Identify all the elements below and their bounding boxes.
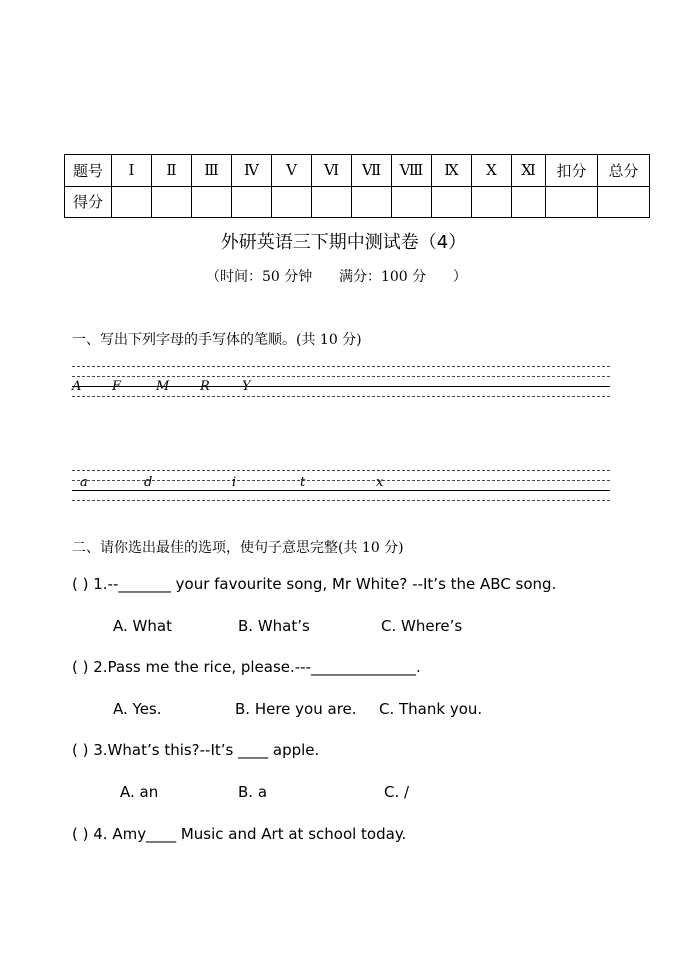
guide-line xyxy=(72,500,610,501)
page-title: 外研英语三下期中测试卷（4） xyxy=(220,232,467,253)
score-cell[interactable] xyxy=(546,186,598,218)
table-cell: Ⅸ xyxy=(432,155,472,187)
base-line xyxy=(72,386,610,387)
table-cell: Ⅵ xyxy=(312,155,352,187)
table-cell: Ⅺ xyxy=(512,155,546,187)
option-c[interactable]: C. Where’s xyxy=(381,617,463,635)
letter: d xyxy=(144,475,153,490)
score-cell[interactable] xyxy=(472,186,512,218)
score-cell[interactable] xyxy=(272,186,312,218)
score-cell[interactable] xyxy=(512,186,546,218)
section-1-heading: 一、写出下列字母的手写体的笔顺。(共 10 分) xyxy=(72,332,362,348)
table-cell: Ⅱ xyxy=(152,155,192,187)
score-table-score-row xyxy=(65,186,650,218)
table-cell: Ⅲ xyxy=(192,155,232,187)
handwriting-lines-uppercase[interactable] xyxy=(72,366,610,396)
table-cell: 题号 xyxy=(65,155,112,187)
table-cell: Ⅰ xyxy=(112,155,152,187)
option-a[interactable]: A. What xyxy=(113,617,172,635)
guide-line xyxy=(72,480,610,481)
table-cell: Ⅷ xyxy=(392,155,432,187)
letter: M xyxy=(156,379,170,394)
exam-info: （时间：50 分钟 满分：100 分 ） xyxy=(206,269,467,285)
table-cell: Ⅹ xyxy=(472,155,512,187)
base-line xyxy=(72,490,610,491)
score-cell[interactable] xyxy=(598,186,650,218)
score-table-header-row xyxy=(65,155,650,187)
letter: F xyxy=(112,379,122,394)
letter: x xyxy=(376,475,384,490)
guide-line xyxy=(72,470,610,471)
option-b[interactable]: B. What’s xyxy=(238,617,310,635)
score-cell[interactable] xyxy=(312,186,352,218)
option-a[interactable]: A. an xyxy=(120,783,159,801)
score-cell[interactable] xyxy=(392,186,432,218)
letter: R xyxy=(200,379,210,394)
score-cell[interactable] xyxy=(432,186,472,218)
option-b[interactable]: B. Here you are. xyxy=(235,700,357,718)
score-cell[interactable] xyxy=(352,186,392,218)
guide-line xyxy=(72,366,610,367)
table-cell: 总分 xyxy=(598,155,650,187)
option-a[interactable]: A. Yes. xyxy=(113,700,162,718)
option-c[interactable]: C. Thank you. xyxy=(379,700,483,718)
table-cell: Ⅶ xyxy=(352,155,392,187)
table-cell: 得分 xyxy=(65,186,112,218)
table-cell: 扣分 xyxy=(546,155,598,187)
score-cell[interactable] xyxy=(152,186,192,218)
score-cell[interactable] xyxy=(232,186,272,218)
table-cell: Ⅳ xyxy=(232,155,272,187)
score-cell[interactable] xyxy=(112,186,152,218)
section-2-heading: 二、请你选出最佳的选项，使句子意思完整(共 10 分) xyxy=(72,540,404,556)
question-1: ( ) 1.--_______ your favourite song, Mr White? --It’s the ABC song. xyxy=(72,575,557,593)
option-c[interactable]: C. / xyxy=(384,783,410,801)
question-2: ( ) 2.Pass me the rice, please.---______________. xyxy=(72,658,421,676)
score-cell[interactable] xyxy=(192,186,232,218)
handwriting-lines-lowercase[interactable] xyxy=(72,470,610,500)
option-b[interactable]: B. a xyxy=(238,783,268,801)
guide-line xyxy=(72,396,610,397)
letter: Y xyxy=(242,379,251,394)
letter: a xyxy=(80,475,88,490)
letter: A xyxy=(72,379,82,394)
letter: i xyxy=(232,475,237,490)
table-cell: Ⅴ xyxy=(272,155,312,187)
letter: t xyxy=(300,475,306,490)
guide-line xyxy=(72,376,610,377)
question-4: ( ) 4. Amy____ Music and Art at school today. xyxy=(72,825,407,843)
score-table xyxy=(64,154,650,218)
question-3: ( ) 3.What’s this?--It’s ____ apple. xyxy=(72,741,320,759)
